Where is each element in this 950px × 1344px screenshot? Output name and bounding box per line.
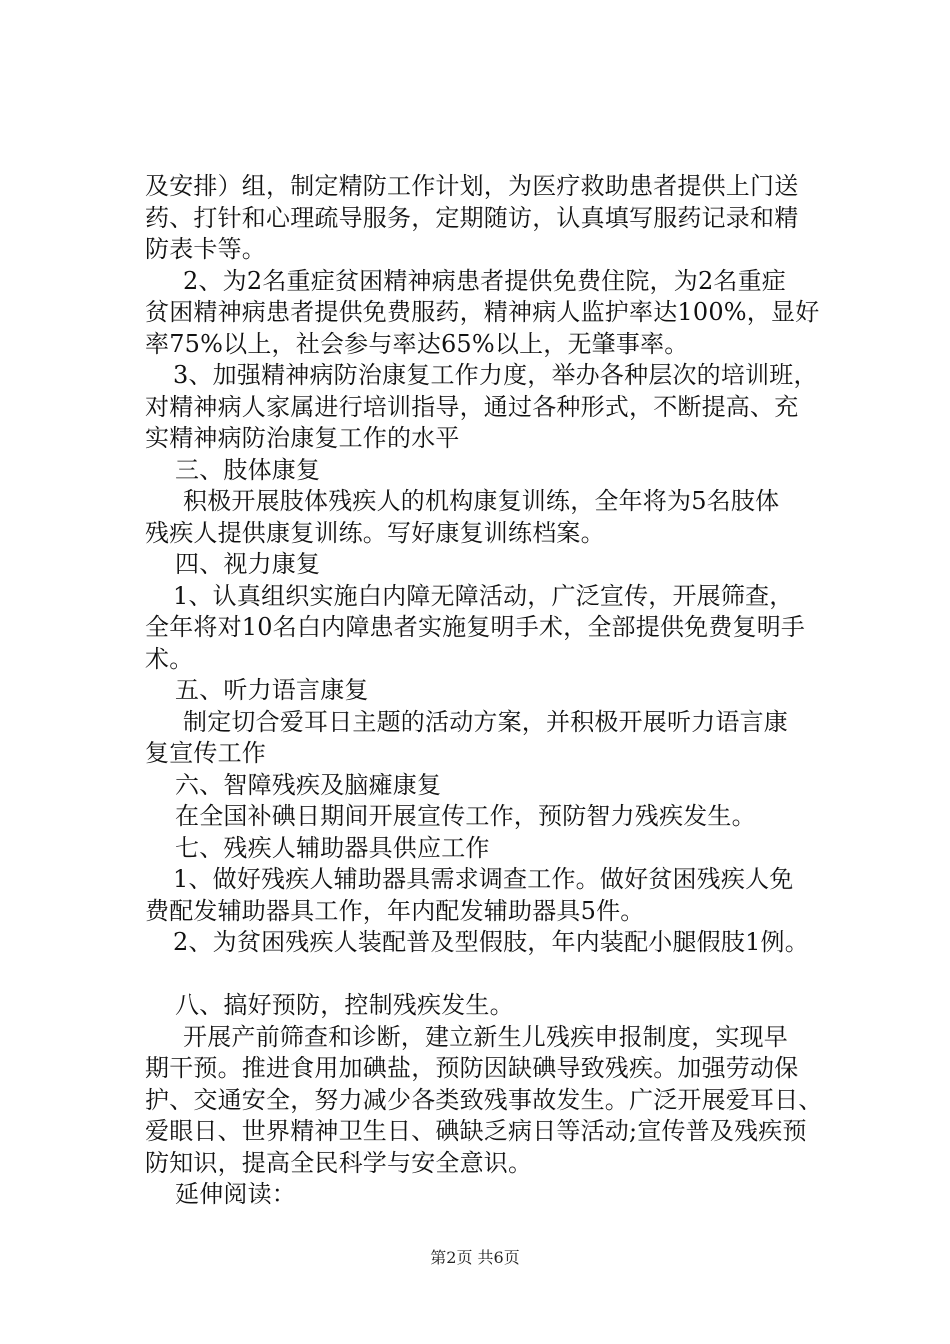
text-line: 期干预。推进食用加碘盐，预防因缺碘导致残疾。加强劳动保 xyxy=(145,1054,799,1082)
page-footer: 第2页 共6页 xyxy=(430,1248,520,1267)
text-line: 在全国补碘日期间开展宣传工作，预防智力残疾发生。 xyxy=(175,802,756,830)
blank-line xyxy=(145,959,850,991)
text-line: 复宣传工作 xyxy=(145,739,266,767)
section-heading: 六、智障残疾及脑瘫康复 xyxy=(175,770,442,799)
text-line: 1、做好残疾人辅助器具需求调查工作。做好贫困残疾人免 xyxy=(173,865,794,893)
document-body xyxy=(145,171,850,1211)
text-line: 药、打针和心理疏导服务，定期随访，认真填写服药记录和精 xyxy=(145,203,799,232)
text-line: 2、为贫困残疾人装配普及型假肢，年内装配小腿假肢1例。 xyxy=(173,928,809,956)
text-line: 费配发辅助器具工作，年内配发辅助器具5件。 xyxy=(145,896,645,925)
text-line: 爱眼日、世界精神卫生日、碘缺乏病日等活动;宣传普及残疾预 xyxy=(145,1117,807,1145)
text-line: 开展产前筛查和诊断，建立新生儿残疾申报制度，实现早 xyxy=(183,1022,788,1051)
text-line: 实精神病防治康复工作的水平 xyxy=(145,424,460,452)
text-line: 防知识，提高全民科学与安全意识。 xyxy=(145,1148,533,1177)
section-heading: 七、残疾人辅助器具供应工作 xyxy=(175,833,490,862)
section-heading: 四、视力康复 xyxy=(175,550,321,578)
text-line: 贫困精神病患者提供免费服药，精神病人监护率达100%，显好 xyxy=(145,298,820,326)
text-line: 1、认真组织实施白内障无障活动，广泛宣传，开展筛查， xyxy=(173,581,794,610)
text-line: 制定切合爱耳日主题的活动方案，并积极开展听力语言康 xyxy=(183,707,788,736)
section-heading: 八、搞好预防，控制残疾发生。 xyxy=(175,991,514,1019)
text-line: 防表卡等。 xyxy=(145,235,266,263)
text-line: 3、加强精神病防治康复工作力度，举办各种层次的培训班， xyxy=(173,361,818,389)
section-heading: 五、听力语言康复 xyxy=(175,676,369,704)
text-line: 2、为2名重症贫困精神病患者提供免费住院，为2名重症 xyxy=(183,266,787,295)
text-line: 及安排）组，制定精防工作计划，为医疗救助患者提供上门送 xyxy=(145,172,799,200)
text-line: 全年将对10名白内障患者实施复明手术，全部提供免费复明手 xyxy=(145,613,806,641)
section-heading: 三、肢体康复 xyxy=(175,455,321,484)
text-line: 护、交通安全，努力减少各类致残事故发生。广泛开展爱耳日、 xyxy=(145,1085,823,1114)
text-line: 率75%以上，社会参与率达65%以上，无肇事率。 xyxy=(145,329,689,358)
text-line: 术。 xyxy=(145,644,194,673)
text-line: 延伸阅读： xyxy=(175,1180,296,1208)
text-line: 残疾人提供康复训练。写好康复训练档案。 xyxy=(145,518,605,547)
text-line: 积极开展肢体残疾人的机构康复训练，全年将为5名肢体 xyxy=(183,487,780,515)
text-line: 对精神病人家属进行培训指导，通过各种形式，不断提高、充 xyxy=(145,392,799,421)
